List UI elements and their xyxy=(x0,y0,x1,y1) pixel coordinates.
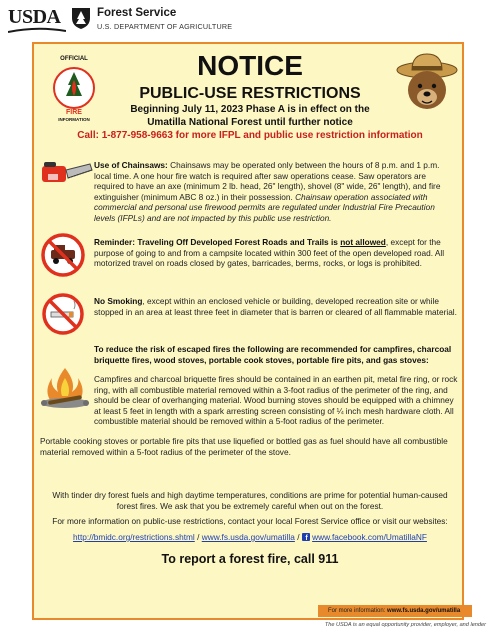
campfires-heading-block xyxy=(94,344,458,365)
effective-date-line: Beginning July 11, 2023 Phase A is in effect on the xyxy=(130,104,370,115)
travel-text: , except for the purpose of going to and from a campsite located within 300 feet of the open developed road. All motorized travel on roads closed by gates, barricades, berms, rocks, or logs is prohibited. xyxy=(94,237,445,269)
phone-contact-line: Call: 1-877-958-9663 for more IFPL and public use restriction information xyxy=(77,130,423,141)
travel-heading: Reminder: Traveling Off Developed Forest Roads and Trails is xyxy=(94,237,338,247)
svg-text:f: f xyxy=(305,535,308,541)
notice-subtitle: PUBLIC-USE RESTRICTIONS xyxy=(139,85,361,102)
forest-service-shield-icon xyxy=(70,6,92,30)
forest-service-link[interactable]: www.fs.usda.gov/umatilla xyxy=(201,532,295,542)
department-name: U.S. DEPARTMENT OF AGRICULTURE xyxy=(97,22,233,31)
badge-fire-text: FIRE xyxy=(66,109,82,116)
closing-contact: For more information on public-use restrictions, contact your local Forest Service office or visit our websites: xyxy=(52,516,448,526)
footer-label: For more information: xyxy=(328,608,386,614)
chainsaw-icon xyxy=(38,152,94,196)
restrictions-link[interactable]: http://bmidc.org/restrictions.shtml xyxy=(73,532,195,542)
no-off-road-travel-icon xyxy=(40,232,86,278)
travel-not-allowed: not allowed xyxy=(340,237,386,247)
notice-title: NOTICE xyxy=(197,50,303,81)
portable-stoves-text: Portable cooking stoves or portable fire pits that use liquefied or bottled gas as fuel should have all combustible material removed within a 5-foot radius of the perimeter of the stove. xyxy=(40,436,448,457)
website-links: http://bmidc.org/restrictions.shtml / www.fs.usda.gov/umatilla / f www.facebook.com/UmatillaNF xyxy=(73,532,427,542)
closing-warning: With tinder dry forest fuels and high daytime temperatures, conditions are prime for potential human-caused forest fires. We ask that you be extremely careful when out on the forest. xyxy=(52,490,448,511)
smoking-section xyxy=(94,296,458,317)
equal-opportunity-note: The USDA is an equal opportunity provider, employer, and lender xyxy=(324,622,486,628)
usda-logo: USDA xyxy=(8,6,61,28)
campfires-text: Campfires and charcoal briquette fires should be contained in an earthen pit, metal fire ring, or rock ring, with all combustible material removed within a 3-foot radius of the perimeter of the ring, and should be clear of overhanging material. Wood burning stoves should be equipped with a chimney at least 5 feet in length with a spark arresting screen consisting of ¼ inch mesh hardware cloth. All combustible material should be removed within a 5-foot radius of the perimeter. xyxy=(94,374,458,427)
notice-poster xyxy=(32,42,464,620)
forest-name-line: Umatilla National Forest until further notice xyxy=(147,117,353,128)
portable-stoves-section xyxy=(40,436,458,457)
campfires-section xyxy=(94,374,458,427)
footer-url[interactable]: www.fs.usda.gov/umatilla xyxy=(387,608,461,614)
chainsaws-section xyxy=(94,160,458,224)
facebook-link[interactable]: www.facebook.com/UmatillaNF xyxy=(312,532,427,542)
chainsaws-text: Chainsaws may be operated only between the hours of 8 p.m. and 1 p.m. local time. A one hour fire watch is required after saw operations cease. Saw operators are required to have an axe (minimum 2 lb. head, 26" length), shovel (8" wide, 26" length), and fire extinguisher (minimum ABC 8 oz.) in their possession. xyxy=(94,160,441,202)
campfires-heading: To reduce the risk of escaped fires the following are recommended for campfires, charcoal briquette fires, wood stoves, portable cook stoves, portable fire pits, and gas stoves: xyxy=(94,344,452,365)
campfire-icon xyxy=(36,364,94,410)
report-fire-line: To report a forest fire, call 911 xyxy=(161,552,339,566)
page-header xyxy=(0,0,494,38)
smoking-heading: No Smoking xyxy=(94,296,143,306)
forest-service-name: Forest Service xyxy=(97,7,177,19)
no-smoking-icon xyxy=(41,292,85,336)
footer-info-bar xyxy=(318,605,472,617)
smoking-text: , except within an enclosed vehicle or building, developed recreation site or while stopped in an area at least three feet in diameter that is barren or cleared of all flammable material. xyxy=(94,296,457,317)
travel-section xyxy=(94,237,458,269)
chainsaws-italic-note: Chainsaw operation associated with commercial and personal use firewood permits are regulated under Industrial Fire Precaution levels (IFPLs) and are not impacted by this public use restriction. xyxy=(94,191,435,223)
chainsaws-heading: Use of Chainsaws: xyxy=(94,160,168,170)
usda-swoosh-icon xyxy=(8,27,66,35)
badge-official-text: OFFICIAL xyxy=(60,56,88,62)
badge-information-text: INFORMATION xyxy=(58,117,90,122)
facebook-icon[interactable] xyxy=(302,533,310,541)
